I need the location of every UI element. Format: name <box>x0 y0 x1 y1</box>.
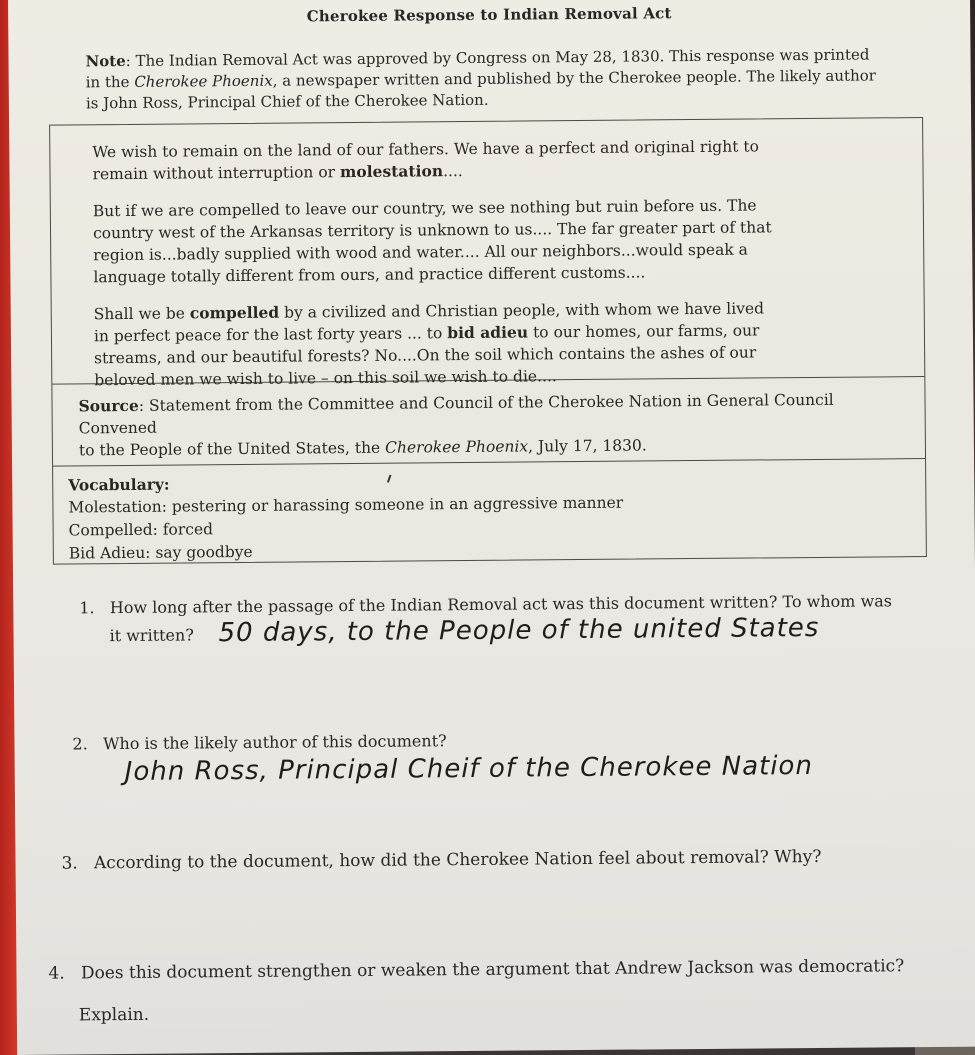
source-text-2: to the People of the United States, the <box>78 438 386 460</box>
quote-paragraph-2: But if we are compelled to leave our country, we see nothing but ruin before us. The country west of the Arkansas territory is unknown to us.... The far greater part of that region is...badly supplied with wood and water.... All our neighbors...would speak a language totally different from ours, and practice different customs.... <box>92 196 772 287</box>
page-title: Cherokee Response to Indian Removal Act <box>306 4 672 26</box>
question-4-line-2: Explain. <box>78 1004 150 1026</box>
quote-p1-tail: .... <box>442 162 463 181</box>
document-box <box>49 117 927 565</box>
question-number: 4. <box>48 963 65 984</box>
quote-p3-bold-1: compelled <box>189 302 280 323</box>
answer-1-handwriting[interactable]: 50 days, to the People of the united States <box>218 612 820 649</box>
question-number: 3. <box>61 853 78 874</box>
worksheet-page <box>8 0 975 1055</box>
source-text <box>78 388 899 461</box>
note-label: Note <box>85 51 126 71</box>
vocabulary-item: Bid Adieu: say goodbye <box>68 542 253 563</box>
source-text-3: , July 17, 1830. <box>528 436 647 456</box>
vocabulary-item: Compelled: forced <box>68 520 214 540</box>
vocabulary-section <box>53 458 926 564</box>
question-text: According to the document, how did the Cherokee Nation feel about removal? Why? <box>93 846 822 874</box>
question-number: 1. <box>79 598 95 618</box>
quote-p1-text: We wish to remain on the land of our fathers. We have a perfect and original right to remain without interruption or <box>92 137 759 184</box>
quote-section <box>50 118 924 390</box>
question-number: 2. <box>72 734 88 754</box>
quote-p3-bold-2: bid adieu <box>447 322 529 343</box>
question-3 <box>61 844 941 876</box>
note-paragraph <box>85 44 886 114</box>
question-4 <box>48 954 968 986</box>
source-italic: Cherokee Phoenix <box>385 437 529 457</box>
quote-text <box>92 135 784 406</box>
vocabulary-list <box>68 466 889 565</box>
quote-paragraph-1 <box>92 135 782 185</box>
question-text: How long after the passage of the Indian Removal act was this document written? To whom was <box>109 591 893 618</box>
quote-p3-text-a: Shall we be <box>93 304 190 324</box>
source-label: Source <box>78 395 139 416</box>
note-italic: Cherokee Phoenix <box>134 71 273 91</box>
answer-2-handwriting[interactable]: John Ross, Principal Cheif of the Cherokee Nation <box>124 751 814 788</box>
quote-p1-bold: molestation <box>339 161 444 182</box>
note-text-1: : The Indian Removal Act was approved by Congress on May 28, 1830. This response was printed in the <box>85 45 870 92</box>
question-text: Does this document strengthen or weaken the argument that Andrew Jackson was democratic? <box>80 956 905 984</box>
vocabulary-item: Molestation: pestering or harassing someone in an aggressive manner <box>68 493 624 517</box>
question-1-line-2: it written? <box>109 625 194 646</box>
quote-p3-text-b: by a civilized and Christian people, with whom we have lived in perfect peace for the last forty years ... to <box>93 299 765 346</box>
source-section <box>52 376 925 467</box>
quote-p3-text-c: to our homes, our farms, our streams, and our beautiful forests? No....On the soil which contains the ashes of our beloved men we wish to live – on this soil we wish to die.... <box>94 321 760 390</box>
vocabulary-heading: Vocabulary: <box>68 474 170 495</box>
source-text-1: : Statement from the Committee and Council of the Cherokee Nation in General Council Convened <box>78 390 834 438</box>
question-text: Who is the likely author of this document? <box>102 731 447 754</box>
note-text-2: , a newspaper written and published by the Cherokee people. The likely author is John Ross, Principal Chief of the Cherokee Nation. <box>85 66 876 113</box>
